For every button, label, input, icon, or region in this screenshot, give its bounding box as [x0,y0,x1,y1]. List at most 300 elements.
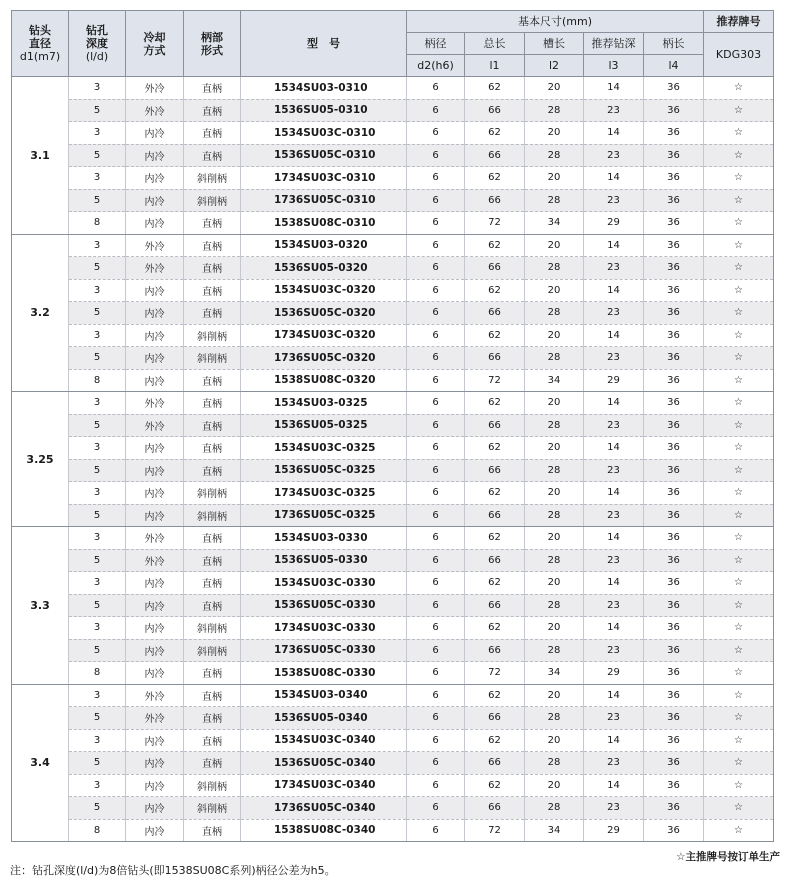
spec-table [11,10,774,842]
cooling-cell: 内冷 [126,482,184,505]
grade-mark-cell: ☆ [704,392,774,415]
shank-dia-cell: 6 [407,234,465,257]
grade-mark-cell: ☆ [704,189,774,212]
grade-mark-cell: ☆ [704,797,774,820]
cooling-cell: 内冷 [126,617,184,640]
depth-cell: 8 [69,369,126,392]
model-cell: 1534SU03C-0325 [241,437,407,460]
header-cooling-line2: 方式 [143,43,166,57]
depth-cell: 5 [69,797,126,820]
header-grade: KDG303 [704,33,774,77]
shank-dia-cell: 6 [407,639,465,662]
model-cell: 1734SU03C-0325 [241,482,407,505]
depth-cell: 8 [69,819,126,842]
total-length-cell: 62 [465,729,525,752]
total-length-cell: 62 [465,437,525,460]
shank-length-cell: 36 [644,414,704,437]
shank-dia-cell: 6 [407,414,465,437]
model-cell: 1538SU08C-0320 [241,369,407,392]
flute-length-cell: 20 [525,437,584,460]
model-cell: 1534SU03C-0310 [241,122,407,145]
total-length-cell: 62 [465,774,525,797]
cooling-cell: 外冷 [126,234,184,257]
drill-depth-cell: 23 [584,144,644,167]
shank-dia-cell: 6 [407,459,465,482]
model-cell: 1538SU08C-0340 [241,819,407,842]
flute-length-cell: 28 [525,797,584,820]
drill-depth-cell: 23 [584,504,644,527]
table-row [12,347,774,370]
drill-depth-cell: 14 [584,572,644,595]
diameter-cell: 3.4 [12,684,69,842]
cooling-cell: 外冷 [126,707,184,730]
shank-cell: 直柄 [184,212,241,235]
total-length-cell: 66 [465,257,525,280]
flute-length-cell: 20 [525,572,584,595]
table-row [12,572,774,595]
model-cell: 1734SU03C-0310 [241,167,407,190]
shank-length-cell: 36 [644,707,704,730]
grade-mark-cell: ☆ [704,302,774,325]
shank-dia-cell: 6 [407,77,465,100]
total-length-cell: 66 [465,504,525,527]
flute-length-cell: 20 [525,167,584,190]
grade-mark-cell: ☆ [704,639,774,662]
shank-cell: 斜削柄 [184,167,241,190]
depth-cell: 5 [69,549,126,572]
table-row [12,212,774,235]
cooling-cell: 外冷 [126,527,184,550]
drill-depth-cell: 14 [584,77,644,100]
header-diameter-line3: d1(m7) [19,50,61,63]
shank-length-cell: 36 [644,144,704,167]
depth-cell: 5 [69,302,126,325]
flute-length-cell: 20 [525,392,584,415]
shank-dia-cell: 6 [407,729,465,752]
shank-cell: 斜削柄 [184,504,241,527]
shank-dia-cell: 6 [407,144,465,167]
table-row [12,279,774,302]
drill-depth-cell: 23 [584,302,644,325]
table-row [12,504,774,527]
drill-depth-cell: 29 [584,662,644,685]
diameter-cell: 3.2 [12,234,69,392]
drill-depth-cell: 14 [584,324,644,347]
model-cell: 1736SU05C-0340 [241,797,407,820]
shank-length-cell: 36 [644,324,704,347]
table-header [12,11,774,77]
shank-dia-cell: 6 [407,189,465,212]
depth-cell: 3 [69,437,126,460]
flute-length-cell: 34 [525,369,584,392]
diameter-cell: 3.1 [12,77,69,235]
grade-mark-cell: ☆ [704,279,774,302]
flute-length-cell: 28 [525,504,584,527]
shank-length-cell: 36 [644,482,704,505]
total-length-cell: 66 [465,594,525,617]
table-row [12,662,774,685]
shank-dia-cell: 6 [407,392,465,415]
shank-dia-cell: 6 [407,752,465,775]
drill-depth-cell: 29 [584,369,644,392]
cooling-cell: 内冷 [126,572,184,595]
drill-depth-cell: 23 [584,594,644,617]
cooling-cell: 内冷 [126,144,184,167]
flute-length-cell: 28 [525,594,584,617]
table-row [12,459,774,482]
model-cell: 1736SU05C-0320 [241,347,407,370]
drill-depth-cell: 14 [584,122,644,145]
shank-dia-cell: 6 [407,99,465,122]
header-dim-label-4: 柄长 [644,33,704,55]
drill-depth-cell: 23 [584,797,644,820]
drill-depth-cell: 14 [584,167,644,190]
table-row [12,77,774,100]
total-length-cell: 66 [465,639,525,662]
cooling-cell: 内冷 [126,212,184,235]
model-cell: 1536SU05-0330 [241,549,407,572]
shank-cell: 直柄 [184,302,241,325]
header-dim-label-1: 总长 [465,33,525,55]
depth-cell: 3 [69,167,126,190]
depth-cell: 3 [69,617,126,640]
flute-length-cell: 20 [525,774,584,797]
model-cell: 1736SU05C-0330 [241,639,407,662]
cooling-cell: 内冷 [126,167,184,190]
model-cell: 1534SU03C-0330 [241,572,407,595]
table-row [12,639,774,662]
flute-length-cell: 20 [525,684,584,707]
grade-mark-cell: ☆ [704,662,774,685]
flute-length-cell: 20 [525,729,584,752]
shank-cell: 斜削柄 [184,324,241,347]
model-cell: 1536SU05C-0310 [241,144,407,167]
cooling-cell: 内冷 [126,797,184,820]
shank-length-cell: 36 [644,797,704,820]
shank-length-cell: 36 [644,684,704,707]
cooling-cell: 外冷 [126,99,184,122]
shank-cell: 直柄 [184,77,241,100]
flute-length-cell: 20 [525,482,584,505]
shank-cell: 直柄 [184,369,241,392]
model-cell: 1536SU05-0340 [241,707,407,730]
table-row [12,167,774,190]
shank-cell: 直柄 [184,279,241,302]
depth-cell: 3 [69,684,126,707]
total-length-cell: 72 [465,212,525,235]
shank-length-cell: 36 [644,99,704,122]
grade-mark-cell: ☆ [704,594,774,617]
table-row [12,369,774,392]
drill-depth-cell: 23 [584,257,644,280]
model-cell: 1534SU03C-0320 [241,279,407,302]
depth-cell: 3 [69,572,126,595]
shank-dia-cell: 6 [407,662,465,685]
footnote-tolerance: 注：钻孔深度(l/d)为8倍钻头(即1538SU08C系列)柄径公差为h5。 [10,864,336,877]
grade-mark-cell: ☆ [704,504,774,527]
cooling-cell: 外冷 [126,257,184,280]
shank-cell: 直柄 [184,392,241,415]
model-cell: 1536SU05C-0340 [241,752,407,775]
flute-length-cell: 28 [525,302,584,325]
shank-length-cell: 36 [644,572,704,595]
shank-dia-cell: 6 [407,617,465,640]
shank-dia-cell: 6 [407,549,465,572]
flute-length-cell: 28 [525,144,584,167]
flute-length-cell: 34 [525,662,584,685]
shank-length-cell: 36 [644,819,704,842]
shank-length-cell: 36 [644,437,704,460]
cooling-cell: 内冷 [126,347,184,370]
drill-depth-cell: 23 [584,707,644,730]
flute-length-cell: 28 [525,707,584,730]
depth-cell: 5 [69,752,126,775]
cooling-cell: 内冷 [126,594,184,617]
grade-mark-cell: ☆ [704,549,774,572]
drill-depth-cell: 14 [584,392,644,415]
cooling-cell: 外冷 [126,684,184,707]
depth-cell: 5 [69,144,126,167]
shank-cell: 直柄 [184,549,241,572]
table-row [12,752,774,775]
table-row [12,684,774,707]
depth-cell: 3 [69,234,126,257]
drill-depth-cell: 14 [584,729,644,752]
flute-length-cell: 28 [525,639,584,662]
table-row [12,99,774,122]
model-cell: 1534SU03-0320 [241,234,407,257]
drill-depth-cell: 29 [584,212,644,235]
total-length-cell: 62 [465,617,525,640]
model-cell: 1534SU03-0310 [241,77,407,100]
cooling-cell: 外冷 [126,77,184,100]
drill-depth-cell: 14 [584,617,644,640]
drill-depth-cell: 23 [584,752,644,775]
grade-mark-cell: ☆ [704,752,774,775]
drill-depth-cell: 14 [584,774,644,797]
total-length-cell: 62 [465,167,525,190]
shank-cell: 斜削柄 [184,774,241,797]
model-cell: 1734SU03C-0340 [241,774,407,797]
grade-mark-cell: ☆ [704,77,774,100]
grade-mark-cell: ☆ [704,617,774,640]
header-depth-line2: 深度 [86,37,108,50]
table-row [12,527,774,550]
total-length-cell: 62 [465,234,525,257]
shank-cell: 直柄 [184,684,241,707]
cooling-cell: 外冷 [126,414,184,437]
depth-cell: 5 [69,189,126,212]
header-depth [69,11,126,77]
depth-cell: 3 [69,279,126,302]
shank-cell: 直柄 [184,99,241,122]
depth-cell: 3 [69,729,126,752]
drill-depth-cell: 23 [584,459,644,482]
shank-dia-cell: 6 [407,122,465,145]
cooling-cell: 外冷 [126,392,184,415]
cooling-cell: 内冷 [126,122,184,145]
table-row [12,302,774,325]
cooling-cell: 内冷 [126,189,184,212]
grade-mark-cell: ☆ [704,482,774,505]
shank-length-cell: 36 [644,617,704,640]
drill-depth-cell: 23 [584,549,644,572]
table-row [12,774,774,797]
flute-length-cell: 20 [525,77,584,100]
shank-length-cell: 36 [644,234,704,257]
model-cell: 1534SU03C-0340 [241,729,407,752]
table-body [12,77,774,842]
drill-depth-cell: 23 [584,639,644,662]
grade-mark-cell: ☆ [704,167,774,190]
shank-length-cell: 36 [644,639,704,662]
flute-length-cell: 28 [525,752,584,775]
shank-dia-cell: 6 [407,482,465,505]
shank-length-cell: 36 [644,212,704,235]
flute-length-cell: 28 [525,257,584,280]
total-length-cell: 66 [465,459,525,482]
cooling-cell: 内冷 [126,459,184,482]
depth-cell: 5 [69,414,126,437]
model-cell: 1538SU08C-0310 [241,212,407,235]
header-dim-label-2: 槽长 [525,33,584,55]
depth-cell: 8 [69,662,126,685]
shank-length-cell: 36 [644,662,704,685]
shank-dia-cell: 6 [407,774,465,797]
shank-dia-cell: 6 [407,797,465,820]
table-row [12,819,774,842]
grade-mark-cell: ☆ [704,369,774,392]
shank-dia-cell: 6 [407,594,465,617]
drill-depth-cell: 14 [584,234,644,257]
shank-dia-cell: 6 [407,684,465,707]
shank-cell: 直柄 [184,572,241,595]
shank-dia-cell: 6 [407,369,465,392]
shank-length-cell: 36 [644,302,704,325]
cooling-cell: 内冷 [126,504,184,527]
total-length-cell: 66 [465,752,525,775]
depth-cell: 3 [69,774,126,797]
shank-cell: 斜削柄 [184,482,241,505]
shank-cell: 直柄 [184,752,241,775]
table-row [12,707,774,730]
flute-length-cell: 20 [525,527,584,550]
shank-length-cell: 36 [644,279,704,302]
flute-length-cell: 34 [525,819,584,842]
shank-cell: 直柄 [184,819,241,842]
flute-length-cell: 28 [525,459,584,482]
shank-cell: 斜削柄 [184,347,241,370]
header-diameter-line1: 钻头 [29,24,51,37]
depth-cell: 5 [69,594,126,617]
shank-cell: 直柄 [184,662,241,685]
total-length-cell: 62 [465,324,525,347]
cooling-cell: 内冷 [126,324,184,347]
total-length-cell: 66 [465,797,525,820]
table-row [12,392,774,415]
total-length-cell: 62 [465,684,525,707]
shank-length-cell: 36 [644,527,704,550]
drill-depth-cell: 14 [584,527,644,550]
drill-depth-cell: 23 [584,414,644,437]
table-row [12,234,774,257]
total-length-cell: 72 [465,662,525,685]
shank-length-cell: 36 [644,594,704,617]
flute-length-cell: 28 [525,189,584,212]
depth-cell: 3 [69,527,126,550]
shank-cell: 直柄 [184,594,241,617]
depth-cell: 5 [69,257,126,280]
model-cell: 1536SU05-0310 [241,99,407,122]
shank-length-cell: 36 [644,774,704,797]
table-row [12,324,774,347]
shank-cell: 直柄 [184,414,241,437]
header-dim-symbol-3: l3 [584,55,644,77]
shank-cell: 直柄 [184,459,241,482]
shank-length-cell: 36 [644,392,704,415]
shank-cell: 斜削柄 [184,797,241,820]
table-row [12,729,774,752]
flute-length-cell: 20 [525,324,584,347]
total-length-cell: 66 [465,99,525,122]
model-cell: 1736SU05C-0325 [241,504,407,527]
shank-dia-cell: 6 [407,437,465,460]
flute-length-cell: 28 [525,347,584,370]
header-diameter-line2: 直径 [29,37,51,50]
header-model: 型 号 [241,11,407,77]
cooling-cell: 内冷 [126,437,184,460]
shank-dia-cell: 6 [407,212,465,235]
grade-mark-cell: ☆ [704,684,774,707]
shank-length-cell: 36 [644,189,704,212]
total-length-cell: 66 [465,144,525,167]
flute-length-cell: 34 [525,212,584,235]
depth-cell: 3 [69,324,126,347]
depth-cell: 5 [69,707,126,730]
cooling-cell: 内冷 [126,639,184,662]
shank-length-cell: 36 [644,167,704,190]
depth-cell: 3 [69,392,126,415]
shank-dia-cell: 6 [407,167,465,190]
flute-length-cell: 20 [525,279,584,302]
flute-length-cell: 20 [525,617,584,640]
model-cell: 1536SU05-0325 [241,414,407,437]
shank-dia-cell: 6 [407,504,465,527]
drill-depth-cell: 14 [584,279,644,302]
grade-mark-cell: ☆ [704,144,774,167]
shank-length-cell: 36 [644,729,704,752]
model-cell: 1536SU05-0320 [241,257,407,280]
header-cooling-line1: 冷却 [143,30,166,44]
diameter-cell: 3.3 [12,527,69,685]
cooling-cell: 内冷 [126,302,184,325]
total-length-cell: 62 [465,527,525,550]
shank-dia-cell: 6 [407,324,465,347]
shank-length-cell: 36 [644,459,704,482]
drill-depth-cell: 23 [584,347,644,370]
cooling-cell: 内冷 [126,819,184,842]
table-row [12,594,774,617]
header-shank-line2: 形式 [201,43,223,57]
model-cell: 1536SU05C-0330 [241,594,407,617]
flute-length-cell: 20 [525,122,584,145]
shank-length-cell: 36 [644,122,704,145]
total-length-cell: 62 [465,572,525,595]
total-length-cell: 62 [465,482,525,505]
model-cell: 1534SU03-0325 [241,392,407,415]
depth-cell: 5 [69,504,126,527]
table-row [12,617,774,640]
